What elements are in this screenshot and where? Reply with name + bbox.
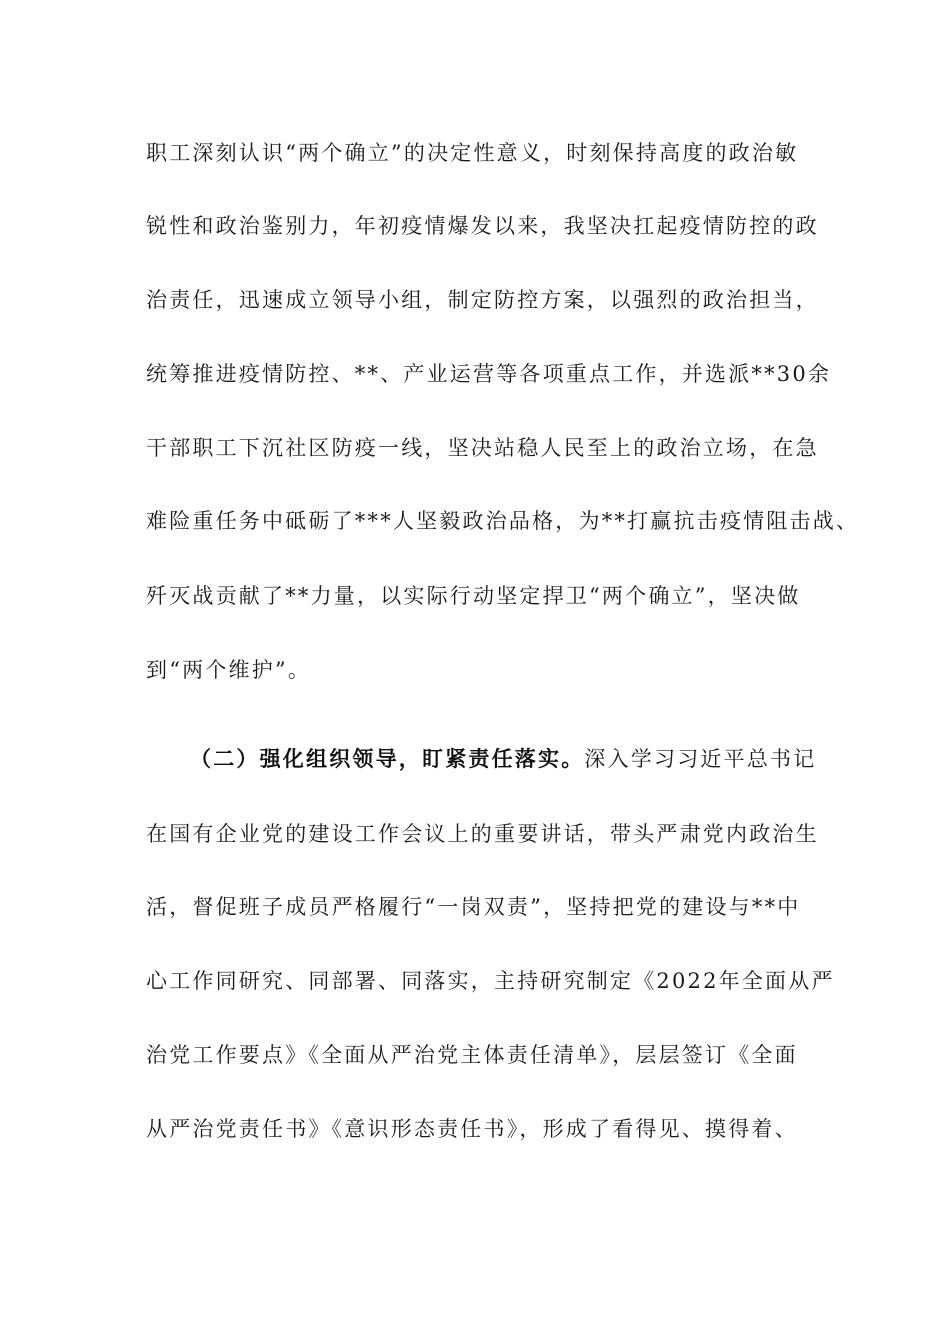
paragraph2-first-line-text: 深入学习习近平总书记: [584, 747, 817, 771]
paragraph2-line-6: 从严治党责任书》《意识形态责任书》，形成了看得见、摸得着、: [146, 1117, 798, 1141]
section-heading: （二）强化组织领导，盯紧责任落实。: [190, 747, 585, 771]
paragraph2-first-line: [190, 745, 816, 773]
paragraph1-line-2: 锐性和政治鉴别力，年初疫情爆发以来，我坚决扛起疫情防控的政: [146, 214, 819, 238]
paragraph2-line-5: 治党工作要点》《全面从严治党主体责任清单》，层层签订《全面: [146, 1043, 798, 1067]
paragraph2-line-2: 在国有企业党的建设工作会议上的重要讲话，带头严肃党内政治生: [146, 822, 819, 846]
paragraph1-line-5: 干部职工下沉社区防疫一线，坚决站稳人民至上的政治立场，在急: [146, 436, 819, 460]
paragraph2-line-4: 心工作同研究、同部署、同落实，主持研究制定《2022年全面从严: [146, 969, 835, 993]
paragraph2-line-3: 活，督促班子成员严格履行“一岗双责”，坚持把党的建设与**中: [146, 895, 801, 919]
paragraph1-line-6: 难险重任务中砥砺了***人坚毅政治品格，为**打赢抗击疫情阻击战、: [146, 509, 860, 533]
paragraph1-line-3: 治责任，迅速成立领导小组，制定防控方案，以强烈的政治担当，: [146, 288, 819, 312]
paragraph1-line-1: 职工深刻认识“两个确立”的决定性意义，时刻保持高度的政治敏: [146, 141, 799, 165]
paragraph1-line-7: 歼灭战贡献了**力量，以实际行动坚定捍卫“两个确立”，坚决做: [146, 584, 801, 608]
paragraph1-line-8: 到“两个维护”。: [146, 658, 312, 682]
paragraph1-line-4: 统筹推进疫情防控、**、产业运营等各项重点工作，并选派**30余: [146, 362, 832, 386]
